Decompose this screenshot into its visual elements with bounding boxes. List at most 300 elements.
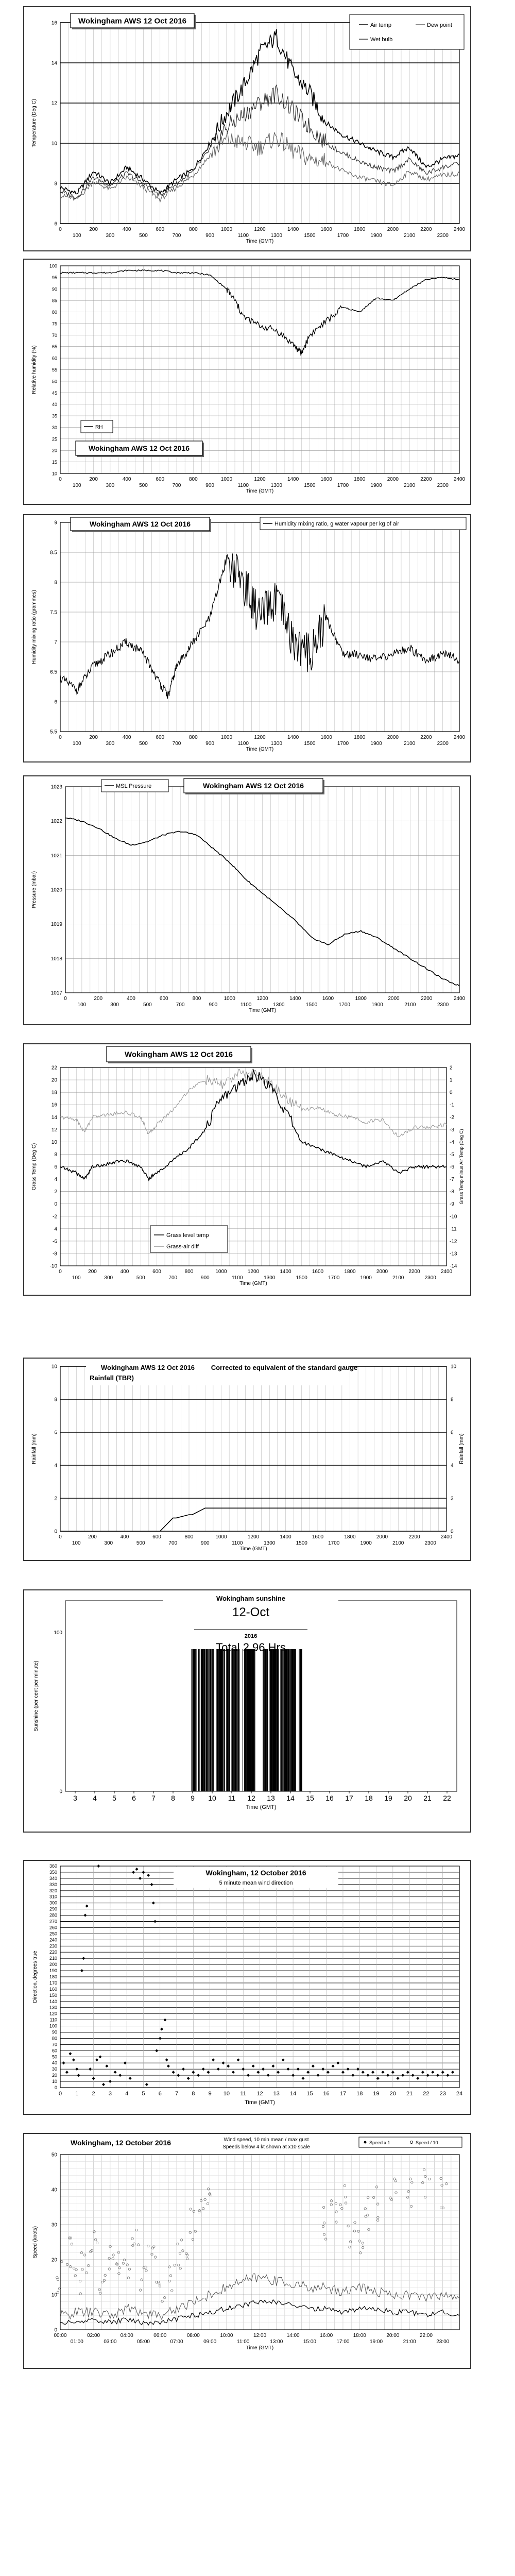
x-tick-label: 700 <box>172 233 181 239</box>
y-tick-label: 45 <box>52 390 57 396</box>
direction-point <box>301 2077 304 2080</box>
x-tick-label: 900 <box>200 1540 210 1546</box>
sunshine-chart <box>23 1589 471 1833</box>
low-speed-marker <box>161 2300 163 2302</box>
y-right-tick-label: 6 <box>451 1430 454 1436</box>
x-tick-label: 13 <box>267 1794 275 1802</box>
y-tick-label: 10 <box>51 1139 57 1145</box>
y-tick-label: 30 <box>52 2066 57 2072</box>
y-axis-label: Relative humidity (%) <box>31 345 37 394</box>
x-tick-label: 19 <box>373 2091 380 2097</box>
x-tick-label: 200 <box>88 1534 97 1540</box>
x-tick-label: 1300 <box>270 741 282 747</box>
y-tick-label: 360 <box>49 1863 57 1869</box>
y-right-tick-label: -11 <box>450 1226 457 1232</box>
direction-point <box>167 2064 170 2067</box>
x-tick-label: 16 <box>323 2091 330 2097</box>
direction-point <box>99 2055 102 2058</box>
x-tick-label: 800 <box>188 477 198 482</box>
direction-point <box>416 2077 419 2080</box>
x-tick-label: 23 <box>439 2091 446 2097</box>
x-tick-label: 22 <box>443 1794 451 1802</box>
y-tick-label: 40 <box>51 2187 57 2193</box>
x-tick-label: 16 <box>325 1794 334 1802</box>
x-tick-label: 2300 <box>424 1275 436 1281</box>
mixing-ratio-chart-svg <box>24 515 470 761</box>
x-tick-label: 1100 <box>237 483 249 488</box>
direction-point <box>177 2074 180 2077</box>
y-tick-label: 18 <box>51 1090 57 1096</box>
direction-point <box>68 2052 72 2055</box>
direction-point <box>153 1920 157 1923</box>
y-right-tick-label: -1 <box>450 1102 454 1108</box>
low-speed-marker <box>330 2204 332 2206</box>
low-speed-marker <box>118 2267 121 2269</box>
x-tick-label: 2000 <box>387 735 399 740</box>
legend-label: Grass-air diff <box>166 1244 199 1250</box>
x-axis-label: Time (GMT) <box>246 239 274 244</box>
x-tick-label: 400 <box>120 1269 129 1275</box>
x-tick-label: 1700 <box>337 483 349 488</box>
y-tick-label: 8 <box>54 580 57 586</box>
x-tick-label: 1100 <box>237 233 249 239</box>
direction-point <box>262 2067 265 2071</box>
x-tick-label: 400 <box>122 227 131 232</box>
y-tick-label: 70 <box>52 2042 57 2047</box>
direction-point <box>286 2067 289 2071</box>
low-speed-marker <box>200 2199 202 2201</box>
x-tick-label: 1200 <box>254 227 266 232</box>
low-speed-marker <box>345 2202 347 2204</box>
y-axis-label: Speed (knots) <box>32 2226 38 2259</box>
x-tick-label: 5 <box>142 2091 145 2097</box>
chart-title: Wokingham AWS 12 Oct 2016 <box>88 444 190 453</box>
x-tick-label: 6 <box>132 1794 136 1802</box>
y-tick-label: 130 <box>49 2005 57 2010</box>
low-speed-marker <box>98 2289 100 2291</box>
direction-point <box>72 2058 75 2061</box>
y-tick-label: 6 <box>54 1164 57 1170</box>
direction-point <box>75 2067 78 2071</box>
direction-point <box>451 2071 454 2074</box>
direction-point <box>406 2071 409 2074</box>
y-tick-label: 8 <box>54 181 57 187</box>
y-tick-label: 280 <box>49 1912 57 1918</box>
x-tick-label: 2300 <box>437 233 449 239</box>
low-speed-marker <box>362 2246 364 2248</box>
low-speed-marker <box>127 2277 129 2279</box>
direction-point <box>351 2074 354 2077</box>
y-right-tick-label: -10 <box>450 1214 457 1220</box>
legend-label: MSL Pressure <box>116 783 152 789</box>
direction-point <box>109 2080 112 2083</box>
low-speed-marker <box>178 2264 180 2266</box>
low-speed-marker <box>163 2297 165 2299</box>
low-speed-marker <box>377 2219 379 2221</box>
low-speed-marker <box>56 2277 58 2279</box>
x-tick-label: 2100 <box>392 1540 404 1546</box>
y-tick-label: 140 <box>49 1998 57 2004</box>
x-tick-label: 1800 <box>355 996 367 1002</box>
x-tick-label: 2300 <box>424 1540 436 1546</box>
x-tick-label: 500 <box>136 1540 145 1546</box>
direction-point <box>312 2064 315 2067</box>
y-right-tick-label: 2 <box>451 1496 454 1502</box>
y-tick-label: 220 <box>49 1950 57 1955</box>
low-speed-marker <box>145 2266 147 2268</box>
direction-point <box>124 2061 127 2064</box>
low-speed-marker <box>339 2204 341 2206</box>
y-tick-label: 20 <box>52 2073 57 2078</box>
mixing-ratio-chart <box>23 514 471 762</box>
low-speed-marker <box>99 2292 101 2294</box>
x-tick-label: 6 <box>158 2091 162 2097</box>
direction-point <box>89 2067 92 2071</box>
y-tick-label: 6 <box>54 1430 57 1436</box>
x-tick-label: 1600 <box>312 1269 324 1275</box>
sunshine-burst <box>243 1633 258 1791</box>
y-right-tick-label: 8 <box>451 1397 454 1403</box>
y-tick-label: 1020 <box>50 887 62 893</box>
x-tick-label: 1700 <box>328 1275 340 1281</box>
y-tick-label: 7 <box>54 639 57 646</box>
direction-point <box>371 2071 374 2074</box>
direction-point <box>65 2071 68 2074</box>
y-right-tick-label: -2 <box>450 1114 454 1121</box>
y-tick-label: 1022 <box>50 819 62 825</box>
y-right-tick-label: 0 <box>451 1529 454 1535</box>
x-tick-label: 1200 <box>254 477 266 482</box>
x-axis-label: Time (GMT) <box>246 488 274 494</box>
x-tick-label: 0 <box>59 227 62 232</box>
x-tick-label: 17 <box>339 2091 347 2097</box>
x-tick-label: 13 <box>273 2091 280 2097</box>
y-tick-label: 50 <box>52 379 57 384</box>
x-tick-label: 00:00 <box>54 2333 67 2338</box>
x-tick-label: 1600 <box>320 735 332 740</box>
low-speed-marker <box>101 2281 103 2283</box>
y-tick-label: 120 <box>49 2011 57 2016</box>
y-right-tick-label: 10 <box>451 1364 457 1370</box>
x-tick-label: 2100 <box>404 483 416 488</box>
x-tick-label: 14 <box>289 2091 297 2097</box>
grass-temp-chart <box>23 1043 471 1296</box>
direction-point <box>217 2067 220 2071</box>
y-tick-label: -4 <box>53 1226 57 1232</box>
x-tick-label: 2400 <box>440 1534 453 1540</box>
y-tick-label: 270 <box>49 1919 57 1924</box>
x-tick-label: 1600 <box>320 227 332 232</box>
x-tick-label: 20 <box>389 2091 396 2097</box>
y-tick-label: 12 <box>51 100 57 107</box>
direction-point <box>142 1871 145 1874</box>
direction-point <box>163 2019 166 2022</box>
y-tick-label: 16 <box>51 1102 57 1108</box>
temperature-chart <box>23 6 471 251</box>
direction-point <box>160 2028 163 2031</box>
grass-temp-chart-svg <box>24 1044 470 1295</box>
direction-point <box>165 2058 168 2061</box>
x-tick-label: 1900 <box>360 1275 372 1281</box>
low-speed-marker <box>112 2254 114 2256</box>
low-speed-marker <box>367 2214 369 2216</box>
legend-label: Speed / 10 <box>416 2140 438 2145</box>
x-tick-label: 21 <box>423 1794 432 1802</box>
y-right-tick-label: -6 <box>450 1164 454 1170</box>
x-tick-label: 08:00 <box>186 2333 200 2338</box>
direction-point <box>397 2077 400 2080</box>
x-tick-label: 13:00 <box>270 2339 283 2345</box>
x-axis-label: Time (GMT) <box>245 2099 275 2106</box>
direction-point <box>152 1902 155 1905</box>
x-tick-label: 500 <box>139 741 148 747</box>
y-right-tick-label: -9 <box>450 1201 454 1208</box>
low-speed-marker <box>345 2196 347 2198</box>
x-tick-label: 0 <box>59 1534 62 1540</box>
y-tick-label: 60 <box>52 2048 57 2054</box>
humidity-chart <box>23 259 471 505</box>
y-tick-label: 110 <box>49 2017 57 2023</box>
x-tick-label: 06:00 <box>153 2333 167 2338</box>
low-speed-marker <box>88 2264 90 2266</box>
x-tick-label: 2400 <box>453 477 466 482</box>
x-tick-label: 3 <box>73 1794 77 1802</box>
y-tick-label: 6 <box>54 699 57 705</box>
low-speed-marker <box>95 2239 97 2241</box>
low-speed-marker <box>325 2238 327 2240</box>
low-speed-marker <box>394 2180 397 2182</box>
low-speed-marker <box>171 2290 173 2292</box>
x-tick-label: 23:00 <box>436 2339 450 2345</box>
direction-point <box>97 1865 100 1868</box>
direction-point <box>129 2077 132 2080</box>
y-axis-label: Temperature (Deg C) <box>31 99 37 147</box>
x-tick-label: 12 <box>256 2091 263 2097</box>
direction-point <box>441 2071 444 2074</box>
y-tick-label: 20 <box>51 2257 57 2263</box>
y-tick-label: 10 <box>51 1364 57 1370</box>
direction-point <box>155 2049 158 2052</box>
x-tick-label: 1700 <box>338 1002 350 1008</box>
x-tick-label: 900 <box>200 1275 210 1281</box>
direction-point <box>247 2074 250 2077</box>
y-tick-label: 40 <box>52 2060 57 2066</box>
y-tick-label: 6 <box>54 221 57 227</box>
y-axis-label: Humidity mixing ratio (grammes) <box>31 590 37 664</box>
low-speed-marker <box>192 2238 194 2240</box>
legend-label: Speed x 1 <box>369 2140 390 2145</box>
direction-point <box>362 2071 365 2074</box>
y-tick-label: 100 <box>49 2023 57 2029</box>
low-speed-marker <box>147 2245 149 2247</box>
direction-point <box>105 2064 108 2067</box>
chart-title: Wokingham AWS 12 Oct 2016 <box>202 782 304 790</box>
x-tick-label: 1900 <box>370 483 382 488</box>
direction-point <box>182 2067 185 2071</box>
x-tick-label: 16:00 <box>320 2333 333 2338</box>
y-tick-label: 8 <box>54 1397 57 1403</box>
x-tick-label: 1500 <box>304 483 316 488</box>
x-tick-label: 1500 <box>304 741 316 747</box>
chart-title: Wokingham AWS 12 Oct 2016 <box>89 520 191 529</box>
direction-point <box>317 2074 320 2077</box>
x-tick-label: 1600 <box>320 477 332 482</box>
chart-year: 2016 <box>244 1633 258 1639</box>
low-speed-marker <box>168 2266 170 2268</box>
x-tick-label: 7 <box>175 2091 179 2097</box>
low-speed-marker <box>354 2222 356 2224</box>
low-speed-marker <box>182 2250 184 2252</box>
x-tick-label: 2100 <box>392 1275 404 1281</box>
x-tick-label: 1000 <box>220 735 233 740</box>
x-tick-label: 1200 <box>247 1534 260 1540</box>
x-tick-label: 11 <box>240 2091 246 2097</box>
x-tick-label: 05:00 <box>136 2339 150 2345</box>
x-tick-label: 600 <box>152 1269 161 1275</box>
low-speed-marker <box>79 2280 81 2282</box>
x-axis-label: Time (GMT) <box>239 1281 267 1286</box>
x-tick-label: 1100 <box>240 1002 252 1008</box>
x-tick-label: 300 <box>110 1002 119 1008</box>
x-tick-label: 900 <box>205 741 214 747</box>
x-tick-label: 2400 <box>453 227 466 232</box>
y-tick-label: 8 <box>54 1151 57 1158</box>
y-right-axis-label: Rainfall (mm) <box>459 1433 465 1464</box>
wind-direction-chart <box>23 1860 471 2115</box>
x-tick-label: 0 <box>58 2091 62 2097</box>
y-tick-label: 210 <box>49 1956 57 1961</box>
chart-note: Corrected to equivalent of the standard gauge <box>211 1364 358 1371</box>
y-tick-label: 2 <box>54 1496 57 1502</box>
x-tick-label: 19:00 <box>370 2339 383 2345</box>
direction-point <box>118 2074 122 2077</box>
low-speed-marker <box>186 2258 188 2260</box>
x-tick-label: 9 <box>208 2091 212 2097</box>
low-speed-marker <box>375 2186 377 2188</box>
direction-point <box>271 2064 274 2067</box>
x-tick-label: 1000 <box>224 996 235 1002</box>
y-tick-label: 22 <box>51 1065 57 1071</box>
x-tick-label: 2000 <box>387 477 399 482</box>
low-speed-marker <box>323 2233 325 2235</box>
y-tick-label: 30 <box>51 2222 57 2228</box>
low-speed-marker <box>61 2261 63 2263</box>
x-tick-label: 1700 <box>337 741 349 747</box>
x-tick-label: 600 <box>152 1534 161 1540</box>
direction-point <box>306 2071 310 2074</box>
x-tick-label: 1100 <box>231 1540 243 1546</box>
x-tick-label: 1500 <box>296 1540 307 1546</box>
x-tick-label: 2200 <box>420 227 432 232</box>
x-tick-label: 1400 <box>287 227 299 232</box>
x-tick-label: 500 <box>143 1002 152 1008</box>
chart-title: Wokingham AWS 12 Oct 2016 <box>78 16 187 26</box>
y-tick-label: 8.5 <box>50 550 57 556</box>
y-right-tick-label: -7 <box>450 1177 454 1183</box>
low-speed-marker <box>66 2263 68 2265</box>
y-tick-label: 170 <box>49 1980 57 1986</box>
direction-point <box>376 2077 380 2080</box>
x-tick-label: 200 <box>89 227 98 232</box>
x-tick-label: 1900 <box>370 741 382 747</box>
x-tick-label: 300 <box>106 741 115 747</box>
low-speed-marker <box>410 2205 413 2207</box>
y-tick-label: 14 <box>51 60 57 66</box>
y-right-tick-label: -8 <box>450 1189 454 1195</box>
y-tick-label: 55 <box>52 367 57 372</box>
y-tick-label: 35 <box>52 413 57 419</box>
x-tick-label: 2200 <box>420 735 432 740</box>
x-tick-label: 2200 <box>420 477 432 482</box>
low-speed-marker <box>151 2253 153 2255</box>
y-tick-label: 10 <box>52 2079 57 2084</box>
low-speed-marker <box>75 2268 77 2270</box>
low-speed-marker <box>169 2275 171 2277</box>
low-speed-marker <box>179 2267 181 2269</box>
direction-point <box>386 2074 389 2077</box>
y-tick-label: 10 <box>51 2292 57 2298</box>
x-tick-label: 1700 <box>337 233 349 239</box>
y-tick-label: 75 <box>52 321 57 327</box>
x-tick-label: 1400 <box>287 735 299 740</box>
x-tick-label: 1100 <box>231 1275 243 1281</box>
y-tick-label: 0 <box>54 2085 57 2090</box>
direction-point <box>92 2077 95 2080</box>
y-tick-label: 85 <box>52 298 57 303</box>
y-tick-label: 330 <box>49 1882 57 1887</box>
sunshine-burst <box>216 1633 240 1791</box>
x-tick-label: 21 <box>406 2091 413 2097</box>
temperature-chart-svg <box>24 7 470 250</box>
direction-point <box>242 2067 245 2071</box>
x-tick-label: 800 <box>192 996 201 1002</box>
x-tick-label: 4 <box>93 1794 97 1802</box>
x-tick-label: 100 <box>72 741 81 747</box>
y-tick-label: 100 <box>54 1630 62 1636</box>
y-tick-label: 65 <box>52 344 57 350</box>
direction-point <box>291 2074 295 2077</box>
x-tick-label: 1700 <box>328 1540 340 1546</box>
y-right-tick-label: -3 <box>450 1127 454 1133</box>
legend-label: Dew point <box>427 22 452 28</box>
x-tick-label: 15:00 <box>303 2339 316 2345</box>
x-tick-label: 18 <box>356 2091 363 2097</box>
x-tick-label: 11 <box>228 1794 236 1802</box>
low-speed-marker <box>154 2256 156 2258</box>
direction-point <box>431 2071 434 2074</box>
y-axis-label: Grass Temp (Deg C) <box>31 1143 37 1191</box>
x-tick-label: 2200 <box>408 1534 420 1540</box>
low-speed-marker <box>409 2178 411 2180</box>
low-speed-marker <box>179 2252 181 2254</box>
rainfall-chart <box>23 1358 471 1561</box>
low-speed-marker <box>341 2208 343 2210</box>
low-speed-marker <box>323 2222 325 2224</box>
x-tick-label: 1300 <box>264 1275 276 1281</box>
direction-point <box>147 1874 150 1877</box>
low-speed-marker <box>423 2168 425 2171</box>
direction-point <box>85 1905 89 1908</box>
low-speed-marker <box>389 2197 391 2199</box>
x-tick-label: 7 <box>151 1794 156 1802</box>
x-tick-label: 400 <box>127 996 135 1002</box>
x-tick-label: 1500 <box>306 1002 318 1008</box>
low-speed-marker <box>364 2208 366 2210</box>
low-speed-marker <box>140 2289 142 2291</box>
y-right-tick-label: -5 <box>450 1151 454 1158</box>
x-tick-label: 12 <box>247 1794 255 1802</box>
y-tick-label: 300 <box>49 1900 57 1906</box>
